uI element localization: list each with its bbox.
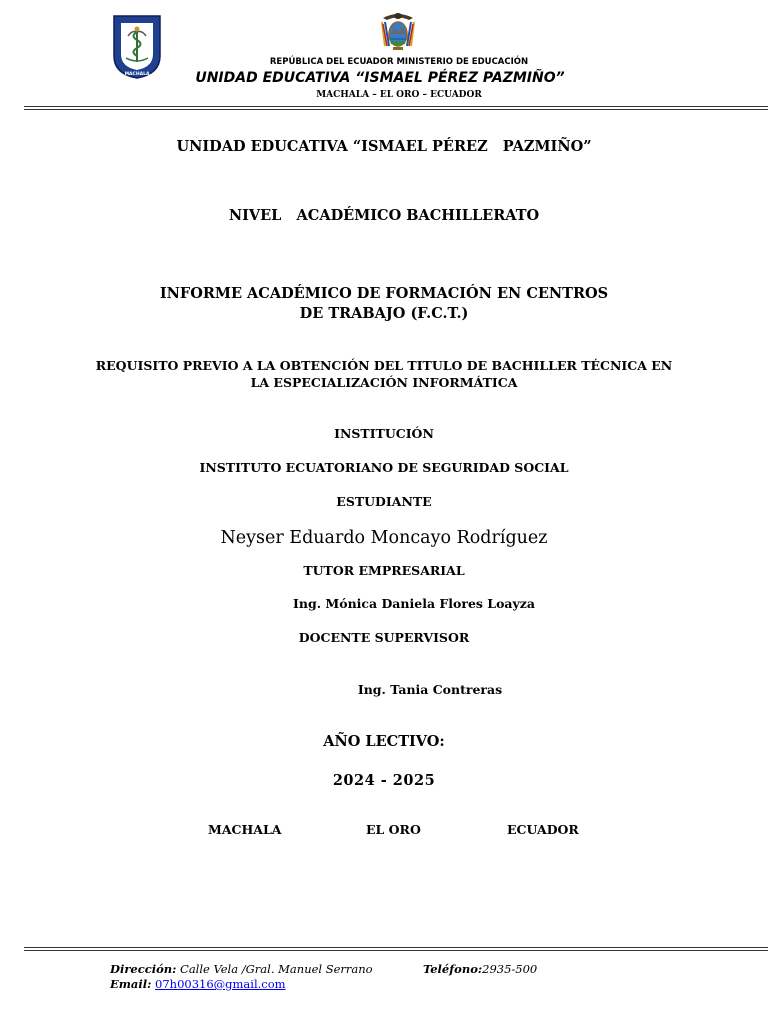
address-value: Calle Vela /Gral. Manuel Serrano	[180, 962, 373, 976]
cover-report-title	[0, 284, 768, 324]
location-city: MACHALA	[208, 822, 282, 837]
email-link[interactable]: 07h00316@gmail.com	[155, 977, 286, 991]
footer-rule-top	[24, 947, 768, 948]
tutor-name: Ing. Mónica Daniela Flores Loayza	[293, 596, 535, 611]
student-name: Neyser Eduardo Moncayo Rodríguez	[220, 528, 548, 548]
footer-email	[110, 977, 286, 991]
tutor-label: TUTOR EMPRESARIAL	[303, 563, 465, 578]
institution-label: INSTITUCIÓN	[334, 426, 434, 441]
phone-label: Teléfono:	[423, 962, 483, 976]
footer-address	[110, 962, 373, 976]
cover-school-title: UNIDAD EDUCATIVA “ISMAEL PÉREZ PAZMIÑO”	[176, 138, 592, 155]
supervisor-name: Ing. Tania Contreras	[357, 682, 503, 697]
academic-year-label: AÑO LECTIVO:	[323, 733, 445, 750]
location-province: EL ORO	[366, 822, 421, 837]
cover-level-title: NIVEL ACADÉMICO BACHILLERATO	[228, 207, 540, 224]
address-label: Dirección:	[110, 962, 177, 976]
location-country: ECUADOR	[507, 822, 579, 837]
requirement-line2: LA ESPECIALIZACIÓN INFORMÁTICA	[250, 375, 518, 390]
footer-rule-bottom	[24, 950, 768, 951]
academic-year-value: 2024 - 2025	[332, 772, 436, 789]
requirement-line1: REQUISITO PREVIO A LA OBTENCIÓN DEL TITULO DE BACHILLER TÉCNICA EN	[95, 358, 673, 373]
email-label: Email:	[110, 977, 152, 991]
seal-bottom-text: MACHALA	[124, 72, 150, 77]
report-title-line1: INFORME ACADÉMICO DE FORMACIÓN EN CENTROS	[159, 285, 609, 302]
student-label: ESTUDIANTE	[336, 494, 432, 509]
header-ministry-line: REPÚBLICA DEL ECUADOR MINISTERIO DE EDUCACIÓN	[269, 57, 529, 67]
cover-requirement	[0, 357, 768, 391]
header-school-name: UNIDAD EDUCATIVA “ISMAEL PÉREZ PAZMIÑO”	[195, 70, 565, 86]
ecuador-coat-of-arms-logo	[379, 10, 417, 52]
report-title-line2: DE TRABAJO (F.C.T.)	[299, 305, 469, 322]
header-rule-bottom	[24, 109, 768, 110]
header-location-line: MACHALA – EL ORO – ECUADOR	[316, 90, 482, 100]
footer-phone	[423, 962, 537, 976]
header-rule-top	[24, 106, 768, 107]
institution-value: INSTITUTO ECUATORIANO DE SEGURIDAD SOCIAL	[199, 460, 569, 475]
phone-value: 2935-500	[482, 962, 538, 976]
supervisor-label: DOCENTE SUPERVISOR	[298, 630, 470, 645]
